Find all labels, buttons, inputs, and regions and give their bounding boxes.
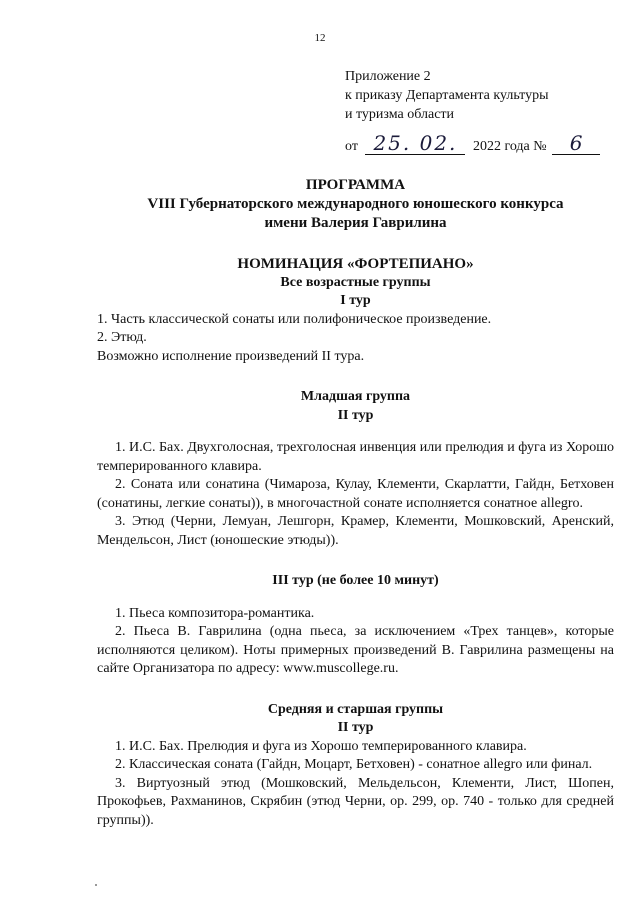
junior-round-2-heading: II тур xyxy=(337,407,374,423)
handwritten-order-number: 6 xyxy=(552,132,600,155)
appendix-block xyxy=(345,67,549,124)
middle-senior-item-3: 3. Виртуозный этюд (Мошковский, Мельдельсон, Клементи, Лист, Шопен, Прокофьев, Рахманинов, Скрябин (этюд Черни, ор. 299, ор. 740 - только для средней группы)). xyxy=(97,775,614,828)
title-line-2: VIII Губернаторского международного юношеского конкурса xyxy=(147,196,564,212)
middle-senior-round-2-heading: II тур xyxy=(337,720,374,735)
middle-senior-item-2: 2. Классическая соната (Гайдн, Моцарт, Бетховен) - сонатное allegro или финал. xyxy=(115,757,593,772)
order-line xyxy=(345,132,600,158)
middle-senior-item-1: 1. И.С. Бах. Прелюдия и фуга из Хорошо темперированного клавира. xyxy=(115,738,527,754)
middle-senior-group-heading: Средняя и старшая группы xyxy=(267,701,444,717)
document-body xyxy=(97,176,614,830)
round-1-heading: I тур xyxy=(340,293,371,308)
junior-round-3-item-1: 1. Пьеса композитора-романтика. xyxy=(115,605,315,621)
nomination-heading: НОМИНАЦИЯ «ФОРТЕПИАНО» xyxy=(237,256,474,272)
title-line-1: ПРОГРАММА xyxy=(305,177,406,193)
round-1-item-2: 2. Этюд. xyxy=(97,330,147,345)
junior-group-heading: Младшая группа xyxy=(300,389,411,404)
junior-round-2-item-1: 1. И.С. Бах. Двухголосная, трехголосная инвенция или прелюдия и фуга из Хорошо темперированного клавира. xyxy=(97,440,614,474)
junior-round-3-heading: III тур (не более 10 минут) xyxy=(272,573,439,588)
junior-round-2-item-2: 2. Соната или сонатина (Чимароза, Кулау, Клементи, Скарлатти, Гайдн, Бетховен (сонатины, легкие сонаты)), в многочастной сонате исполняется сонатное allegro. xyxy=(97,477,614,511)
appendix-line-1: Приложение 2 xyxy=(345,69,431,84)
handwritten-date: 25. 02. xyxy=(365,132,465,155)
scan-artifact xyxy=(95,884,97,886)
junior-round-2-item-3: 3. Этюд (Черни, Лемуан, Лешгорн, Крамер, Клементи, Мошковский, Аренский, Мендельсон, Лист (юношеские этюды)). xyxy=(97,514,614,548)
title-line-3: имени Валерия Гаврилина xyxy=(264,215,447,231)
appendix-line-2: к приказу Департамента культуры xyxy=(345,88,549,103)
order-prefix: от xyxy=(345,139,358,154)
round-1-note: Возможно исполнение произведений II тура. xyxy=(97,348,365,364)
order-year-text: 2022 года № xyxy=(472,139,547,154)
all-groups-heading: Все возрастные группы xyxy=(280,274,431,290)
junior-round-3-item-2: 2. Пьеса В. Гаврилина (одна пьеса, за исключением «Трех танцев», которые исполняются целиком). Ноты примерных произведений В. Гаврилина размещены на сайте Организатора по адресу: www.muscollege.ru. xyxy=(97,624,614,676)
round-1-item-1: 1. Часть классической сонаты или полифоническое произведение. xyxy=(97,311,492,327)
program-title xyxy=(97,176,614,233)
page-number: 12 xyxy=(314,32,326,44)
appendix-line-3: и туризма области xyxy=(345,107,455,122)
